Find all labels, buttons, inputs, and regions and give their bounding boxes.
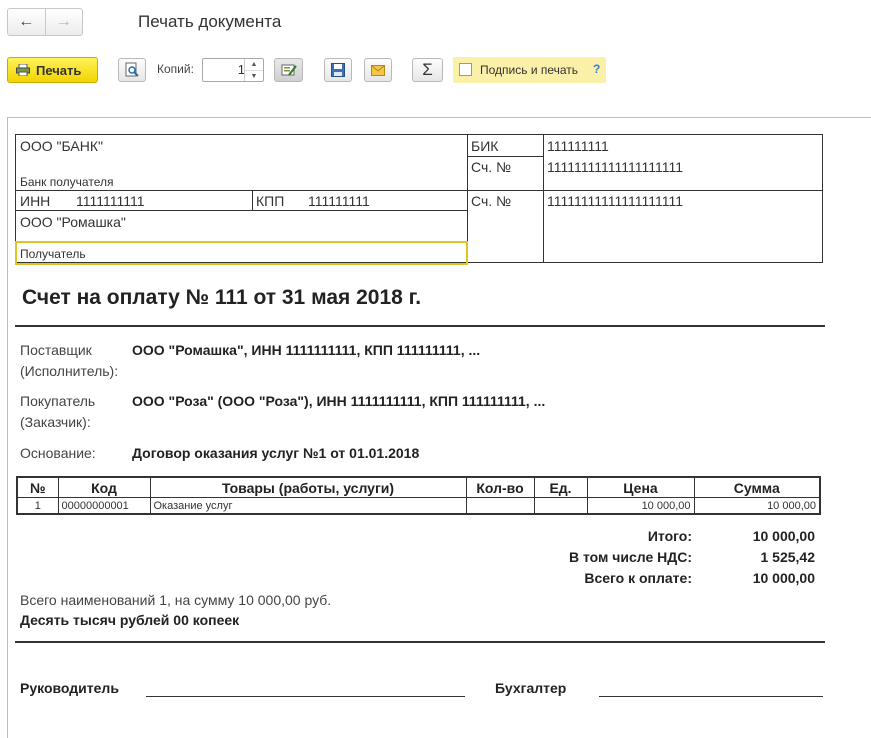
envelope-icon xyxy=(371,65,385,76)
amount-in-words: Десять тысяч рублей 00 копеек xyxy=(20,612,240,628)
sigma-icon: Σ xyxy=(422,60,433,79)
buyer-label: Покупатель (Заказчик): xyxy=(20,393,96,430)
col-header-price: Цена xyxy=(587,477,694,498)
cell-qty xyxy=(466,498,534,515)
edit-document-icon xyxy=(281,63,297,77)
nav-group xyxy=(7,8,83,36)
bik-label: БИК xyxy=(471,138,499,154)
spin-down-icon[interactable]: ▼ xyxy=(245,70,263,82)
copies-label: Копий: xyxy=(157,62,194,76)
help-icon[interactable]: ? xyxy=(593,62,601,76)
col-header-number: № xyxy=(17,477,58,498)
cell-price: 10 000,00 xyxy=(587,498,694,515)
divider xyxy=(15,641,825,643)
bank-details-block xyxy=(15,134,823,263)
col-header-code: Код xyxy=(58,477,150,498)
corr-account-label: Сч. № xyxy=(471,159,512,175)
col-header-qty: Кол-во xyxy=(466,477,534,498)
preview-button[interactable] xyxy=(118,58,146,82)
cell-unit xyxy=(534,498,587,515)
save-button[interactable] xyxy=(324,58,352,82)
items-table xyxy=(16,476,821,515)
supplier-label: Поставщик (Исполнитель): xyxy=(20,342,119,379)
basis-label: Основание: xyxy=(20,445,96,461)
col-header-goods: Товары (работы, услуги) xyxy=(150,477,466,498)
account-value: 11111111111111111111 xyxy=(547,193,683,209)
corr-account-value: 11111111111111111111 xyxy=(547,159,683,175)
bank-name: ООО "БАНК" xyxy=(20,138,103,154)
table-header-row xyxy=(17,477,820,498)
amount-due-value: 10 000,00 xyxy=(752,570,815,586)
inn-value: 1111111111 xyxy=(76,193,145,209)
forward-arrow-icon[interactable]: → xyxy=(45,9,83,35)
kpp-label: КПП xyxy=(256,193,285,209)
sign-label: Подпись и печать xyxy=(480,63,579,77)
copies-input[interactable] xyxy=(202,58,264,82)
sum-button[interactable] xyxy=(412,58,443,82)
vat-label: В том числе НДС: xyxy=(568,549,692,565)
bank-caption: Банк получателя xyxy=(20,175,114,189)
back-arrow-icon[interactable]: ← xyxy=(18,13,35,30)
bik-value: 111111111 xyxy=(547,138,609,154)
total-label: Итого: xyxy=(647,528,692,544)
basis-value: Договор оказания услуг №1 от 01.01.2018 xyxy=(132,445,420,461)
print-button[interactable] xyxy=(7,57,98,83)
printer-icon xyxy=(16,64,30,76)
spin-up-icon[interactable]: ▲ xyxy=(250,61,258,68)
preview-icon xyxy=(124,62,140,78)
accountant-signature-label: Бухгалтер xyxy=(495,680,567,696)
edit-button[interactable] xyxy=(274,58,303,82)
invoice-title: Счет на оплату № 111 от 31 мая 2018 г. xyxy=(22,286,422,309)
print-label: Печать xyxy=(36,62,82,78)
cell-sum: 10 000,00 xyxy=(694,498,820,515)
total-value: 10 000,00 xyxy=(752,528,815,544)
window-title: Печать документа xyxy=(138,12,282,31)
cell-number: 1 xyxy=(17,498,58,515)
vat-value: 1 525,42 xyxy=(760,549,815,565)
head-signature-label: Руководитель xyxy=(20,680,119,696)
sign-and-stamp-toggle[interactable] xyxy=(453,57,606,83)
inn-label: ИНН xyxy=(20,193,51,209)
buyer-value: ООО "Роза" (ООО "Роза"), ИНН 1111111111, КПП 111111111, ... xyxy=(132,393,546,409)
save-icon xyxy=(331,63,345,77)
recipient-caption: Получатель xyxy=(20,247,86,261)
recipient-name: ООО "Ромашка" xyxy=(20,214,126,230)
sign-checkbox[interactable] xyxy=(459,63,472,76)
accountant-signature-line xyxy=(599,696,823,697)
items-count-summary: Всего наименований 1, на сумму 10 000,00 руб. xyxy=(20,592,332,608)
cell-code: 00000000001 xyxy=(58,498,150,515)
copies-spinner[interactable] xyxy=(244,59,263,81)
divider xyxy=(15,325,825,327)
email-button[interactable] xyxy=(364,58,392,82)
amount-due-label: Всего к оплате: xyxy=(584,570,692,586)
kpp-value: 111111111 xyxy=(308,193,370,209)
col-header-unit: Ед. xyxy=(534,477,587,498)
head-signature-line xyxy=(146,696,465,697)
col-header-sum: Сумма xyxy=(694,477,820,498)
table-row xyxy=(17,498,820,515)
supplier-value: ООО "Ромашка", ИНН 1111111111, КПП 111111111, ... xyxy=(132,342,481,358)
cell-goods: Оказание услуг xyxy=(150,498,466,515)
account-label: Сч. № xyxy=(471,193,512,209)
copies-value: 1 xyxy=(237,62,245,77)
